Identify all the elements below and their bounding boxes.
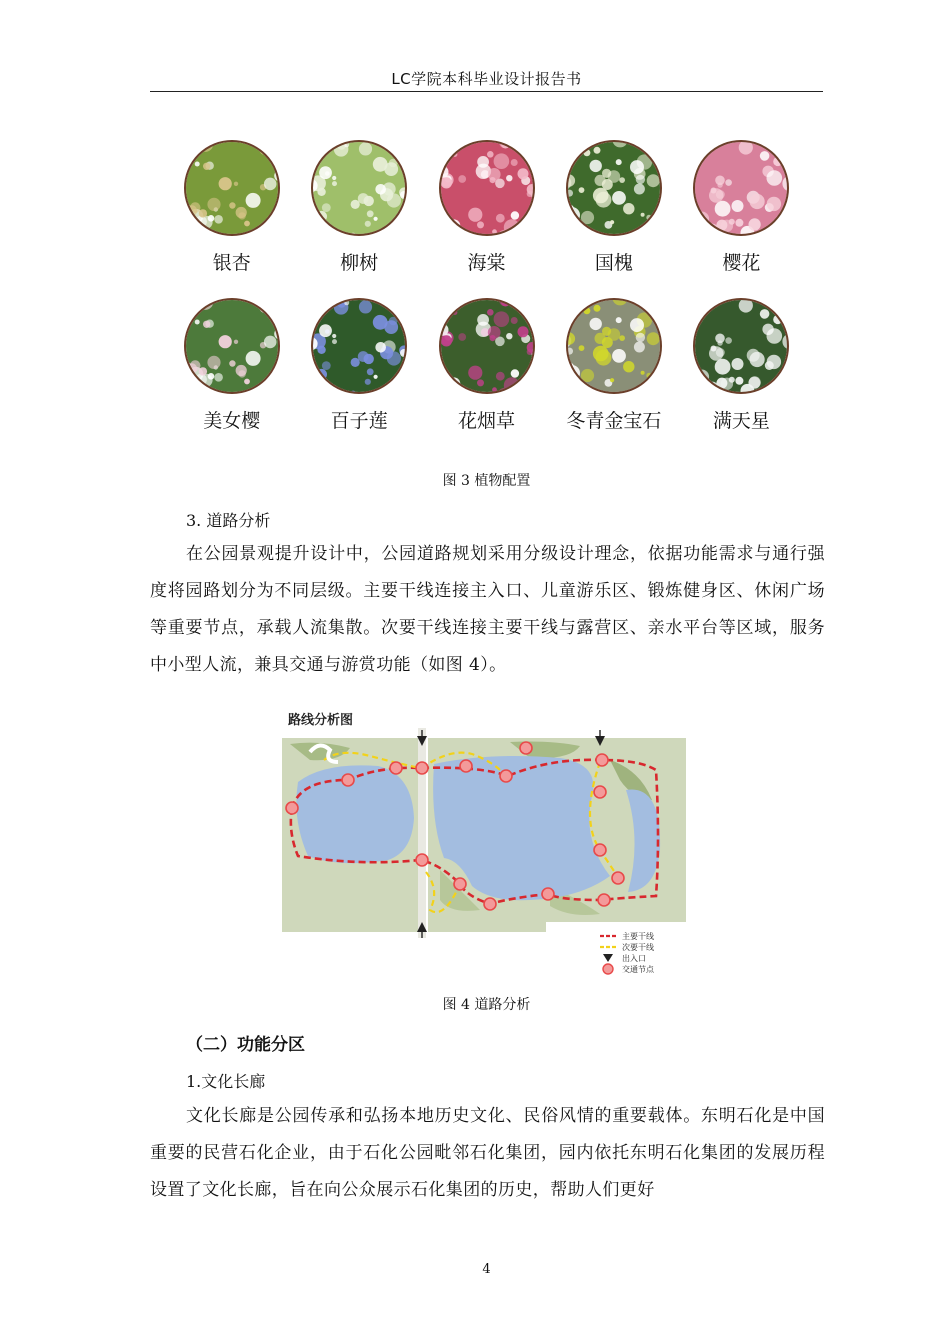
plant-item bbox=[168, 296, 295, 436]
plant-photo bbox=[691, 138, 791, 238]
traffic-node bbox=[460, 760, 472, 772]
fig4-caption: 图 4 道路分析 bbox=[442, 997, 531, 1013]
traffic-node bbox=[286, 802, 298, 814]
plant-label: 冬青金宝石 bbox=[566, 410, 662, 432]
culture-heading: 1.文化长廊 bbox=[186, 1072, 266, 1091]
plant-photo bbox=[691, 296, 791, 396]
road-paragraph: 在公园景观提升设计中，公园道路规划采用分级设计理念，依据功能需求与通行强度将园路划分为不同层级。主要干线连接主入口、儿童游乐区、锻炼健身区、休闲广场等重要节点，承载人流集散。次要干线连接主要干线与露营区、亲水平台等区域，服务中小型人流，兼具交通与游赏功能（如图 4）。 bbox=[150, 544, 825, 675]
plant-label: 银杏 bbox=[212, 252, 251, 274]
traffic-node bbox=[390, 762, 402, 774]
traffic-node bbox=[594, 844, 606, 856]
road-heading: 3. 道路分析 bbox=[186, 511, 271, 530]
traffic-node bbox=[520, 742, 532, 754]
plant-photo bbox=[564, 296, 664, 396]
route-map-svg bbox=[280, 700, 690, 978]
traffic-node bbox=[454, 878, 466, 890]
route-map bbox=[280, 700, 690, 978]
legend-entrance: 出入口 bbox=[622, 954, 646, 963]
legend-main: 主要干线 bbox=[622, 932, 654, 941]
plant-row-2 bbox=[150, 296, 823, 436]
plant-item bbox=[295, 138, 422, 278]
plant-photo bbox=[182, 296, 282, 396]
legend-node: 交通节点 bbox=[622, 965, 654, 974]
plant-photo bbox=[309, 138, 409, 238]
page-number: 4 bbox=[482, 1262, 491, 1277]
traffic-node bbox=[612, 872, 624, 884]
traffic-node bbox=[416, 762, 428, 774]
map-title: 路线分析图 bbox=[288, 713, 354, 728]
traffic-node bbox=[598, 894, 610, 906]
traffic-node bbox=[542, 888, 554, 900]
traffic-node bbox=[594, 786, 606, 798]
plant-label: 花烟草 bbox=[458, 410, 516, 432]
plant-item bbox=[295, 296, 422, 436]
legend-secondary: 次要干线 bbox=[622, 943, 654, 952]
page-header: LC学院本科毕业设计报告书 bbox=[391, 70, 582, 88]
plant-photo bbox=[309, 296, 409, 396]
traffic-node bbox=[596, 754, 608, 766]
plant-item bbox=[550, 296, 677, 436]
plant-photo bbox=[564, 138, 664, 238]
traffic-node bbox=[342, 774, 354, 786]
section-heading: （二）功能分区 bbox=[186, 1035, 305, 1055]
plant-photo bbox=[437, 296, 537, 396]
traffic-node bbox=[416, 854, 428, 866]
plant-item bbox=[678, 138, 805, 278]
plant-item bbox=[550, 138, 677, 278]
plant-photo bbox=[182, 138, 282, 238]
plant-grid bbox=[150, 138, 823, 436]
traffic-node bbox=[484, 898, 496, 910]
west-lake bbox=[296, 765, 414, 863]
plant-label: 满天星 bbox=[712, 410, 770, 432]
plant-label: 美女樱 bbox=[203, 410, 261, 432]
fig3-caption: 图 3 植物配置 bbox=[442, 473, 531, 489]
plant-label: 海棠 bbox=[467, 252, 506, 274]
plant-row-1 bbox=[150, 138, 823, 278]
traffic-node bbox=[500, 770, 512, 782]
plant-label: 柳树 bbox=[340, 252, 379, 274]
culture-paragraph: 文化长廊是公园传承和弘扬本地历史文化、民俗风情的重要载体。东明石化是中国重要的民营石化企业，由于石化公园毗邻石化集团，园内依托东明石化集团的发展历程设置了文化长廊，旨在向公众展示石化集团的历史，帮助人们更好 bbox=[150, 1106, 825, 1200]
plant-item bbox=[678, 296, 805, 436]
plant-label: 百子莲 bbox=[330, 410, 388, 432]
plant-label: 樱花 bbox=[722, 252, 761, 274]
header-rule bbox=[150, 91, 823, 92]
plant-item bbox=[168, 138, 295, 278]
plant-item bbox=[423, 138, 550, 278]
plant-item bbox=[423, 296, 550, 436]
plant-photo bbox=[437, 138, 537, 238]
plant-label: 国槐 bbox=[594, 252, 633, 274]
